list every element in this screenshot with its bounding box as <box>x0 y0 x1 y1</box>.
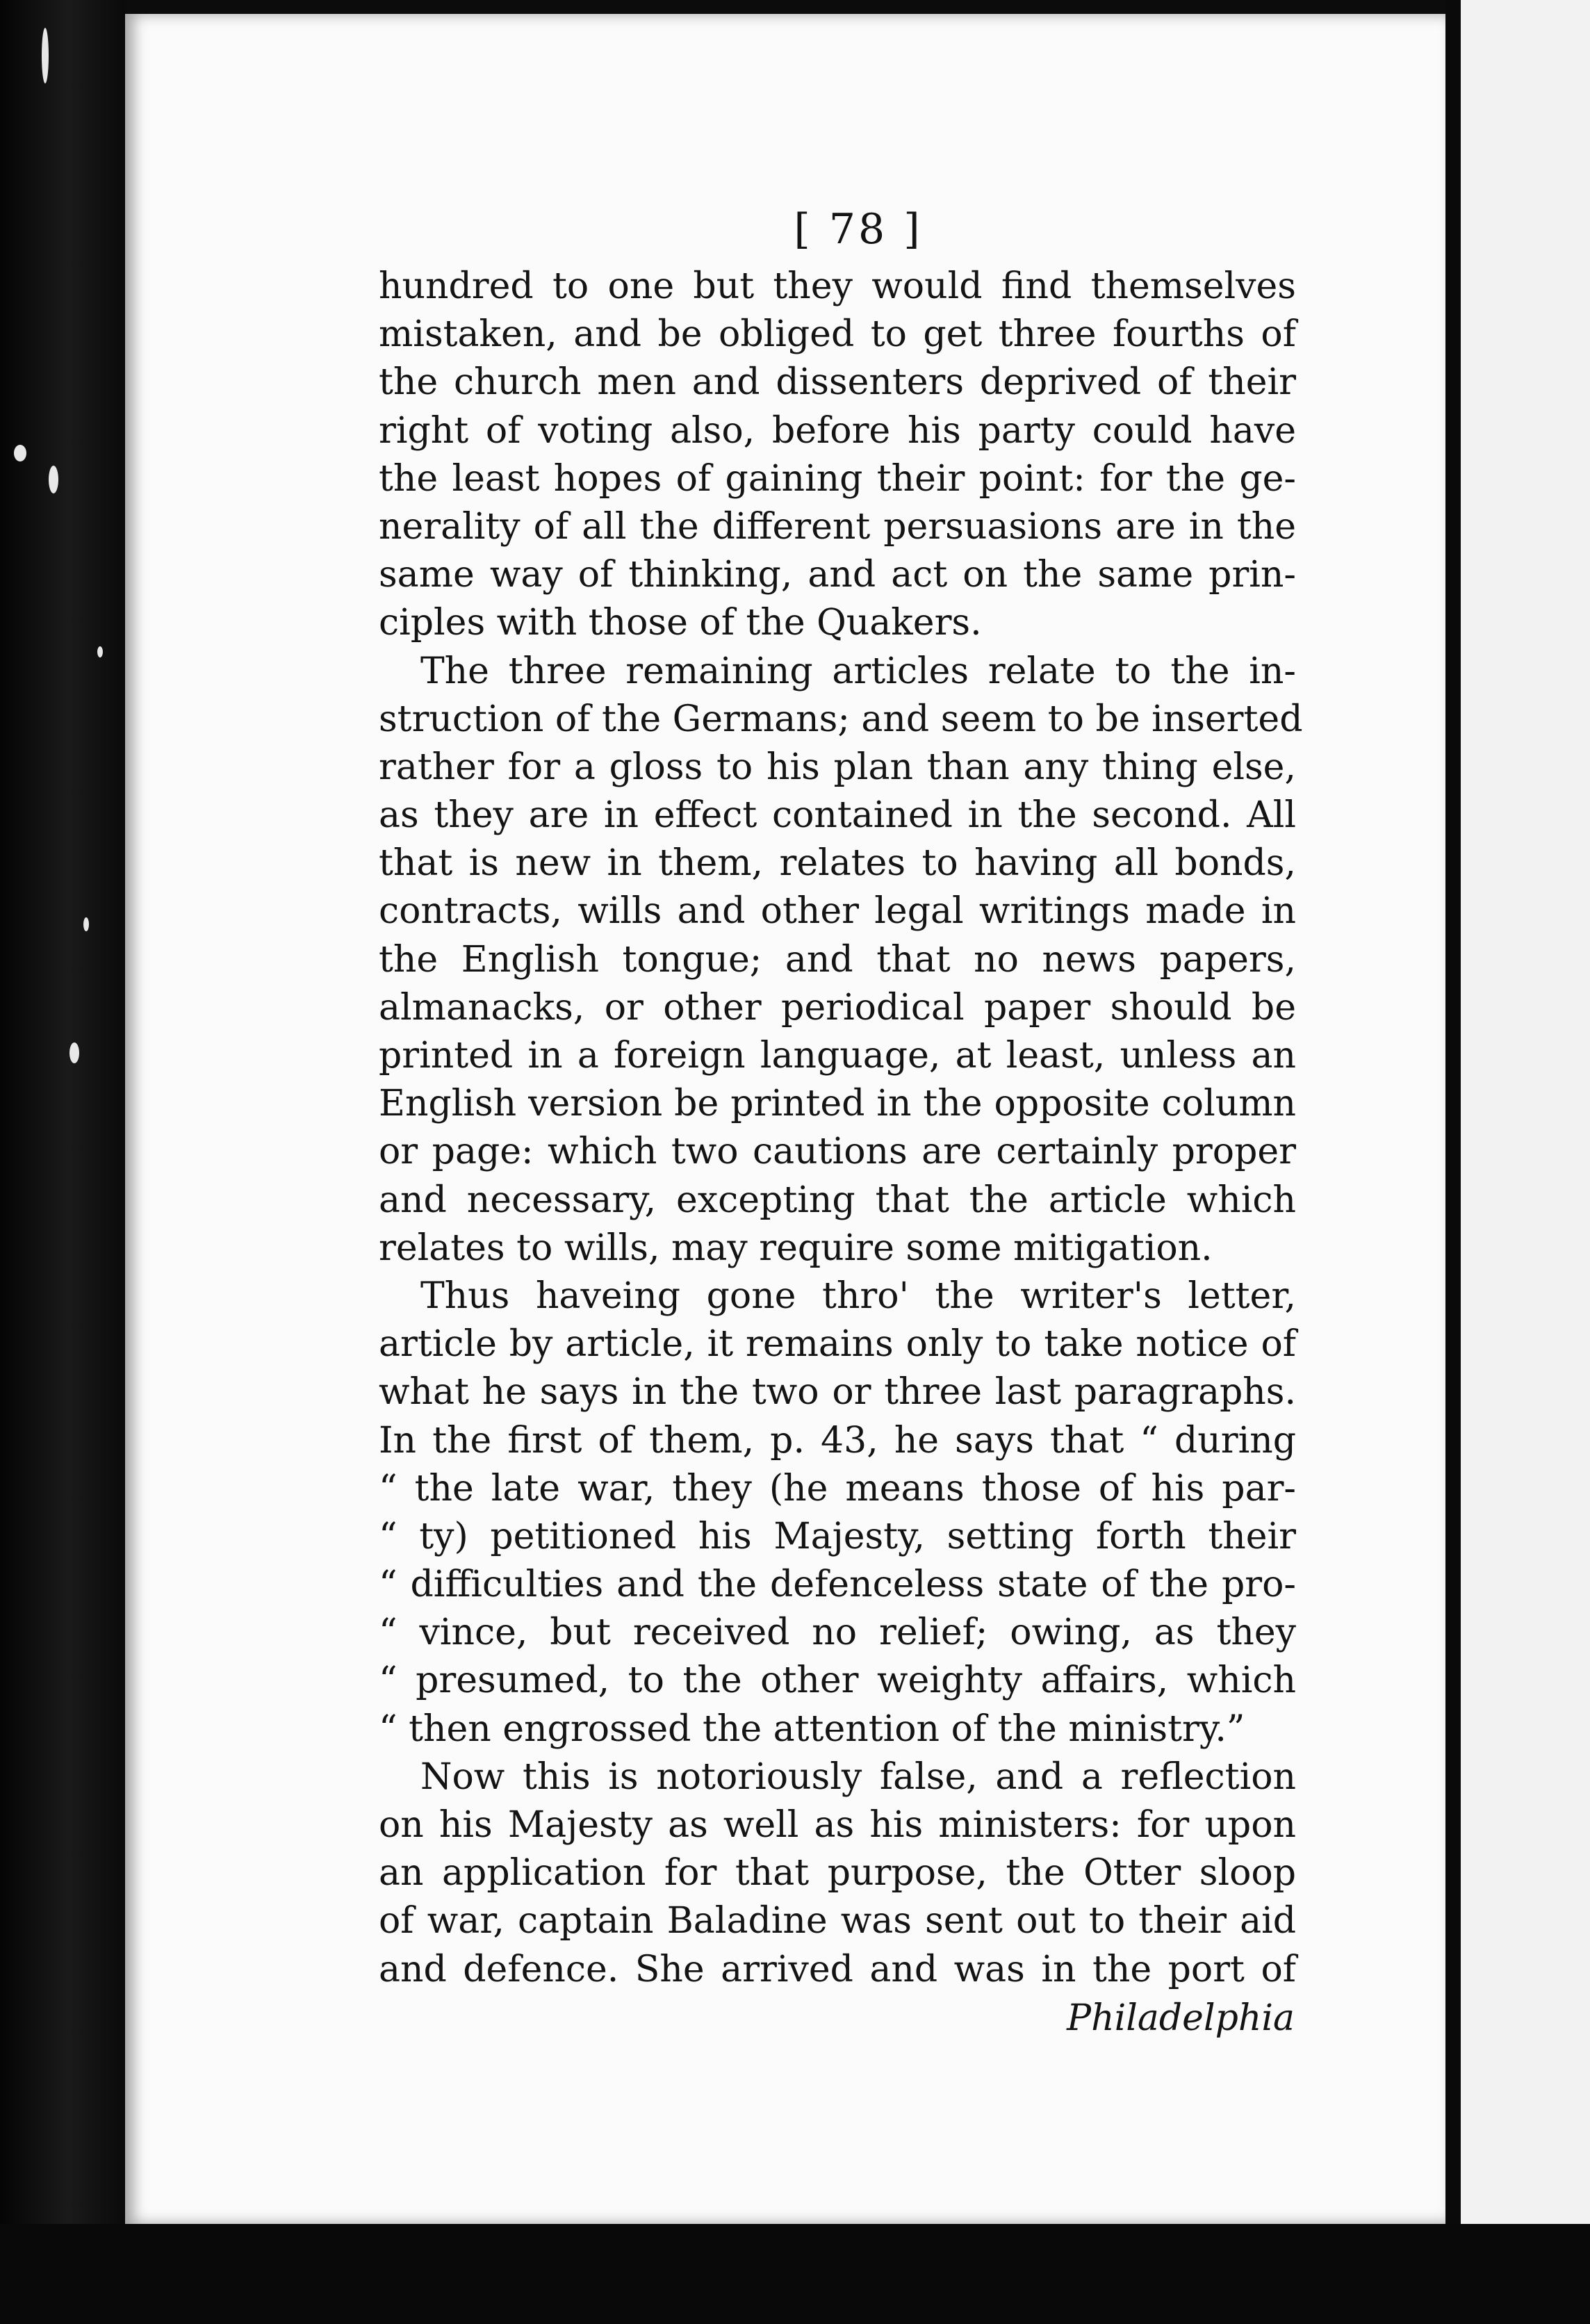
text-line: “ ty) petitioned his Majesty, setting forth their <box>379 1515 1296 1557</box>
text-line: the church men and dissenters deprived of their <box>379 361 1296 404</box>
text-line: of war, captain Baladine was sent out to their aid <box>379 1900 1296 1942</box>
scan-speck <box>69 1042 79 1063</box>
text-line: same way of thinking, and act on the same prin- <box>379 554 1296 596</box>
text-line: what he says in the two or three last paragraphs. <box>379 1371 1296 1414</box>
page-number: [ 78 ] <box>794 205 923 254</box>
text-line: The three remaining articles relate to the in- <box>420 650 1296 692</box>
scan-speck <box>14 445 26 461</box>
text-line: that is new in them, relates to having all bonds, <box>379 842 1296 885</box>
text-line: rather for a gloss to his plan than any thing else, <box>379 746 1296 788</box>
text-line: contracts, wills and other legal writings made in <box>379 890 1296 933</box>
text-line: the least hopes of gaining their point: for the ge- <box>379 457 1296 500</box>
text-line: relates to wills, may require some mitigation. <box>379 1227 1213 1269</box>
text-line: “ difficulties and the defenceless state of the pro- <box>379 1564 1296 1606</box>
scan-speck <box>49 466 58 493</box>
text-line: Now this is notoriously false, and a reflection <box>420 1756 1296 1798</box>
text-line: struction of the Germans; and seem to be inserted <box>379 698 1303 740</box>
text-line: In the first of them, p. 43, he says that “ during <box>379 1419 1296 1462</box>
text-line: right of voting also, before his party could have <box>379 409 1296 452</box>
catchword: Philadelphia <box>1067 1997 1295 2039</box>
text-line: hundred to one but they would find themselves <box>379 265 1296 307</box>
scan-bottom-border <box>0 2224 1590 2324</box>
text-line: “ then engrossed the attention of the ministry.” <box>379 1708 1245 1750</box>
text-line: English version be printed in the opposite column <box>379 1083 1296 1125</box>
text-line: “ the late war, they (he means those of his par- <box>379 1467 1296 1509</box>
text-line: an application for that purpose, the Otter sloop <box>379 1852 1296 1895</box>
page-text <box>379 202 1303 2043</box>
text-line: “ presumed, to the other weighty affairs, which <box>379 1660 1296 1702</box>
text-lines <box>379 263 1303 1994</box>
text-line: as they are in effect contained in the second. All <box>379 794 1296 837</box>
text-line: on his Majesty as well as his ministers: for upon <box>379 1804 1296 1846</box>
text-line: the English tongue; and that no news papers, <box>379 938 1296 981</box>
text-line: almanacks, or other periodical paper should be <box>379 986 1296 1029</box>
text-line: and defence. She arrived and was in the port of <box>379 1948 1296 1990</box>
text-line: Thus haveing gone thro' the writer's letter, <box>420 1275 1296 1317</box>
text-line: ciples with those of the Quakers. <box>379 602 982 644</box>
left-binding-edge <box>0 0 125 2324</box>
facing-page-edge <box>1461 0 1590 2273</box>
scan-speck <box>97 646 103 657</box>
text-line: printed in a foreign language, at least, unless an <box>379 1035 1296 1077</box>
text-line: “ vince, but received no relief; owing, as they <box>379 1612 1296 1654</box>
text-line: or page: which two cautions are certainly proper <box>379 1131 1296 1173</box>
text-line: mistaken, and be obliged to get three fourths of <box>379 313 1296 356</box>
scan-speck <box>83 917 89 931</box>
text-line: article by article, it remains only to take notice of <box>379 1323 1296 1366</box>
text-line: nerality of all the different persuasions are in the <box>379 505 1296 548</box>
text-line: and necessary, excepting that the article which <box>379 1179 1296 1221</box>
page-gutter <box>1445 0 1461 2324</box>
scan-speck <box>42 28 49 83</box>
